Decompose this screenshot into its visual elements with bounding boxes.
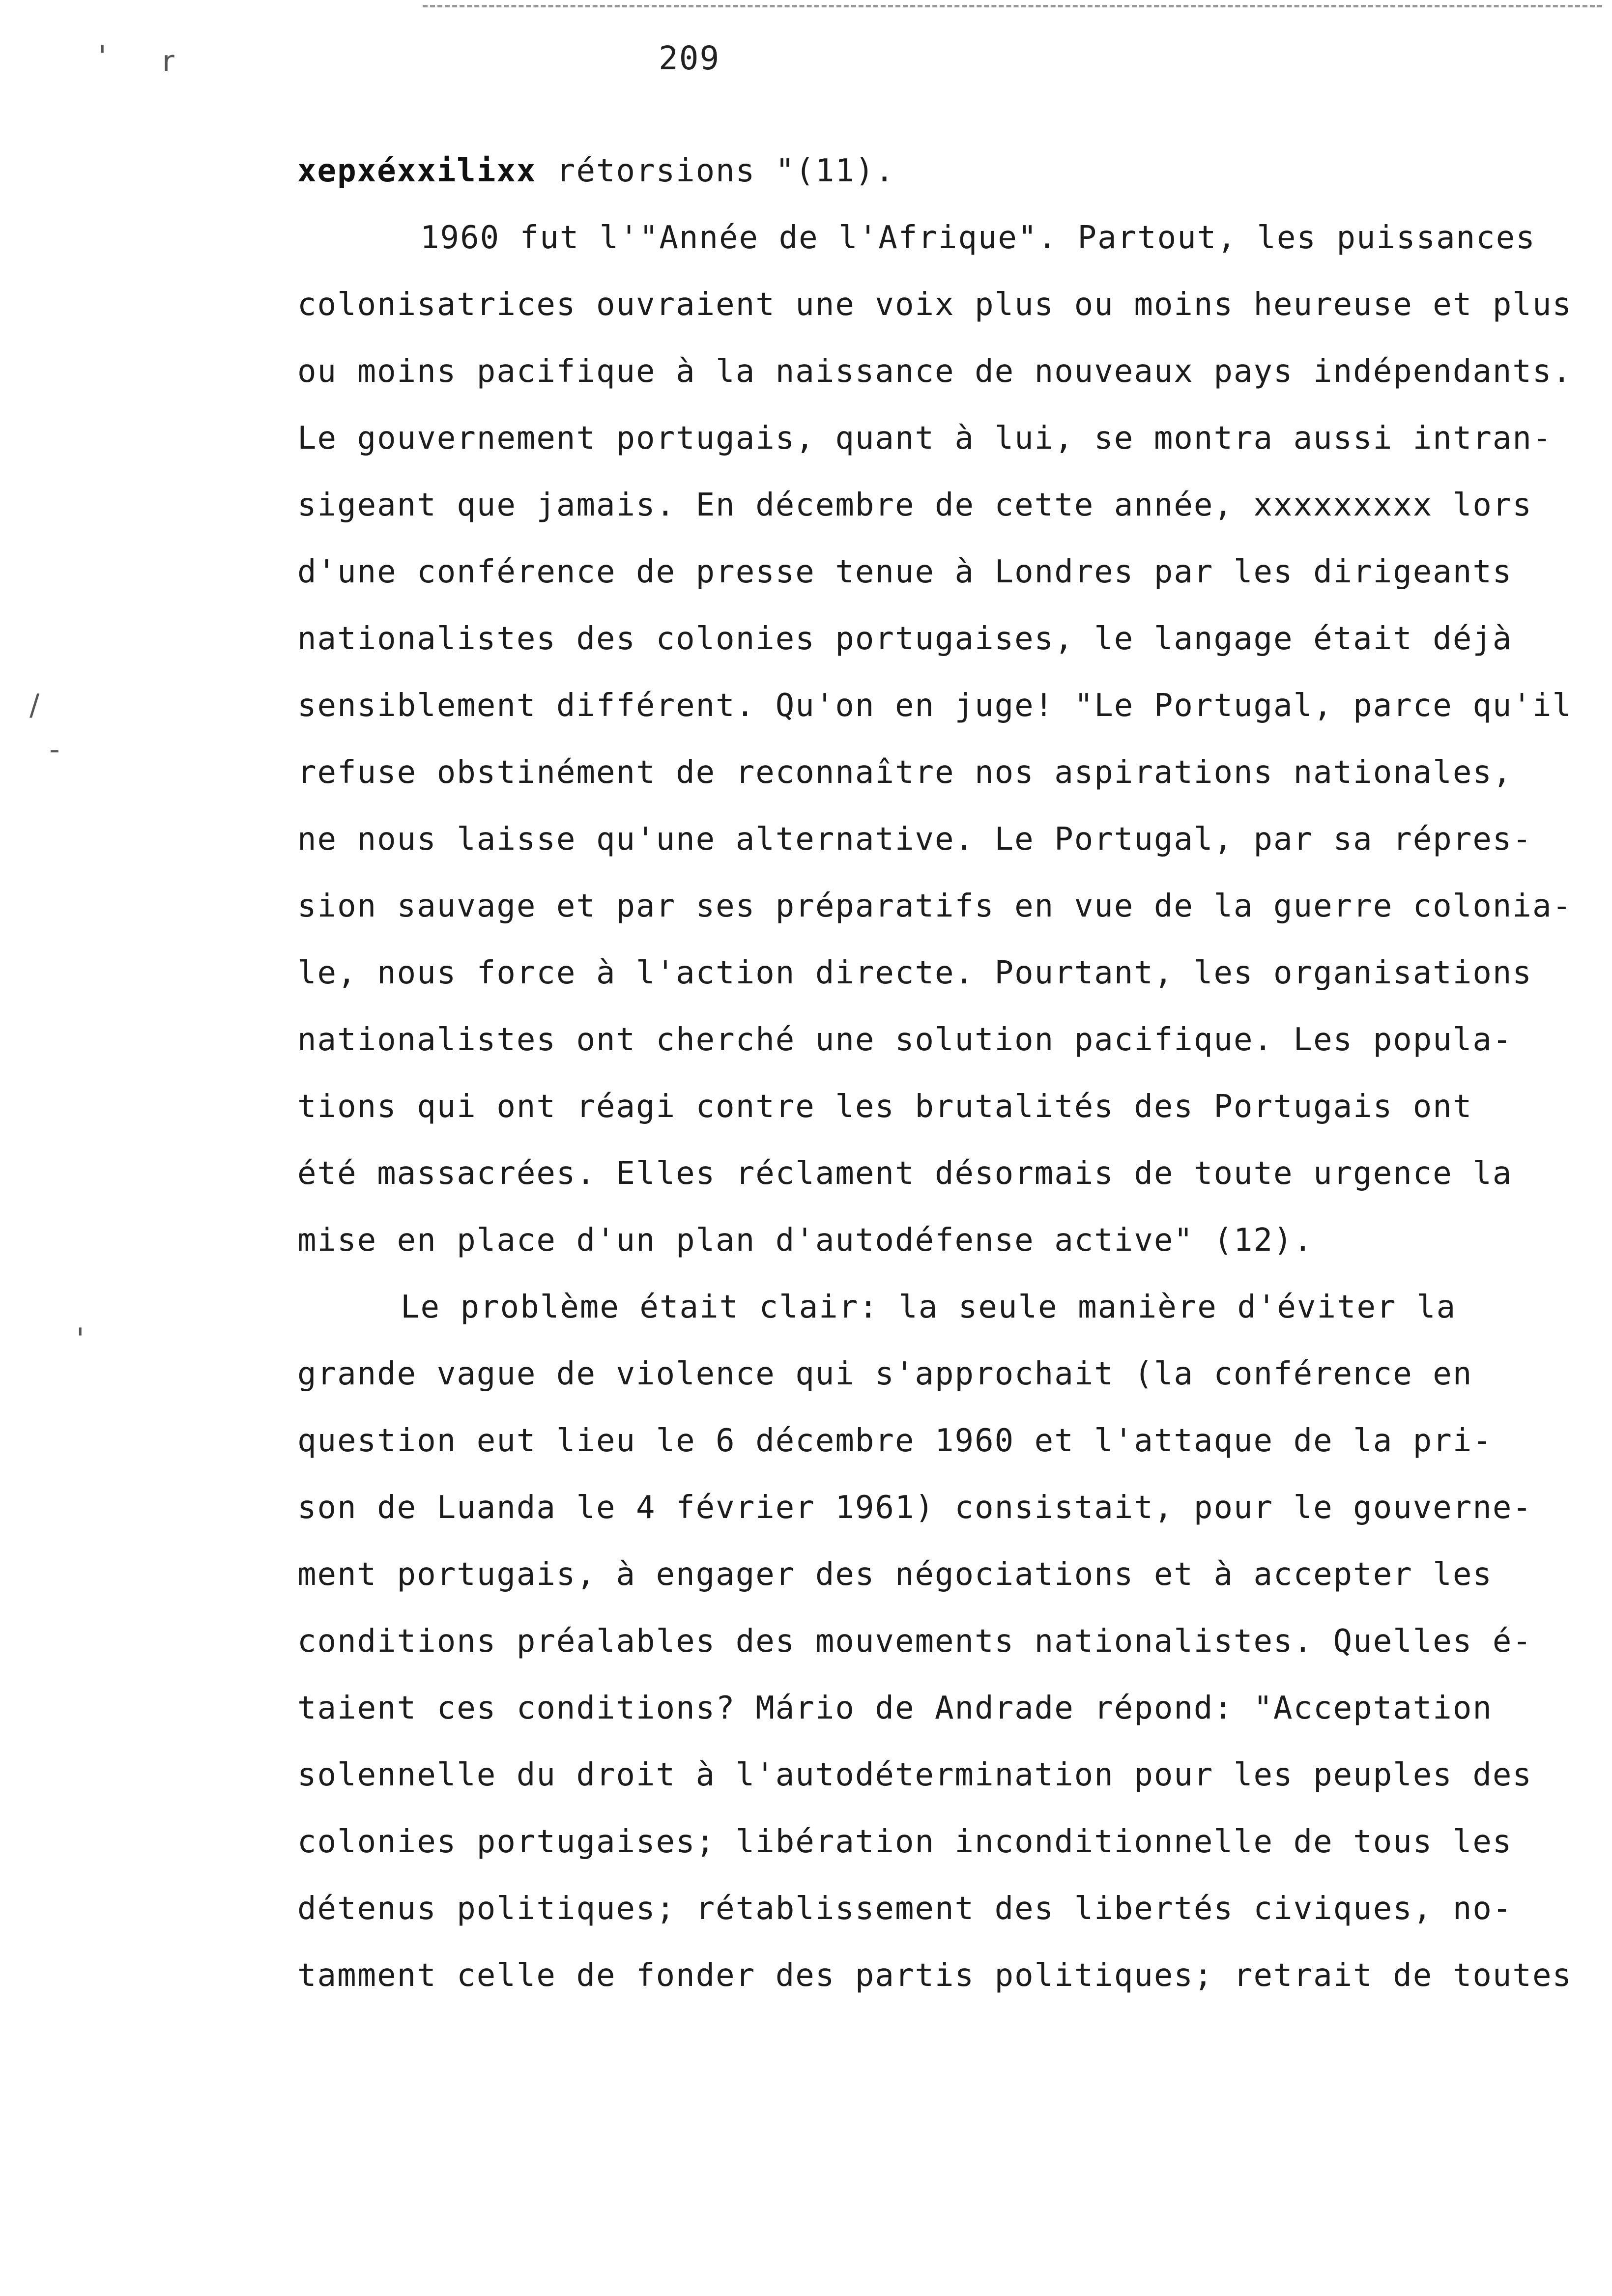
text-line: sensiblement différent. Qu'on en juge! "Le Portugal, parce qu'il bbox=[297, 688, 1572, 724]
text-line: conditions préalables des mouvements nationalistes. Quelles é- bbox=[297, 1623, 1532, 1660]
page-number: 209 bbox=[659, 39, 720, 77]
text-line: tamment celle de fonder des partis politiques; retrait de toutes bbox=[297, 1957, 1572, 1994]
struck-through-word: xepxéxxilixx bbox=[297, 153, 537, 189]
text-line: refuse obstinément de reconnaître nos aspirations nationales, bbox=[297, 754, 1513, 791]
text-line: solennelle du droit à l'autodétermination pour les peuples des bbox=[297, 1757, 1532, 1793]
text-line: nationalistes ont cherché une solution pacifique. Les popula- bbox=[297, 1022, 1513, 1058]
margin-mark: ' bbox=[76, 1322, 85, 1356]
text-line: 1960 fut l'"Année de l'Afrique". Partout, les puissances bbox=[420, 220, 1536, 256]
text-line: colonisatrices ouvraient une voix plus ou moins heureuse et plus bbox=[297, 287, 1572, 323]
line-text: rétorsions "(11). bbox=[536, 153, 895, 189]
text-line: question eut lieu le 6 décembre 1960 et l'attaque de la pri- bbox=[297, 1423, 1493, 1459]
body-text bbox=[297, 138, 1605, 2009]
text-line: d'une conférence de presse tenue à Londres par les dirigeants bbox=[297, 554, 1513, 590]
margin-mark: ' bbox=[98, 39, 107, 74]
text-line: taient ces conditions? Mário de Andrade répond: "Acceptation bbox=[297, 1690, 1493, 1726]
text-line: mise en place d'un plan d'autodéfense active" (12). bbox=[297, 1222, 1314, 1259]
text-line: Le gouvernement portugais, quant à lui, se montra aussi intran- bbox=[297, 420, 1553, 457]
margin-mark: r bbox=[162, 44, 174, 79]
text-line: détenus politiques; rétablissement des libertés civiques, no- bbox=[297, 1891, 1513, 1927]
text-line: grande vague de violence qui s'approchait (la conférence en bbox=[297, 1356, 1473, 1392]
margin-mark: - bbox=[49, 732, 60, 767]
text-line: ne nous laisse qu'une alternative. Le Portugal, par sa répres- bbox=[297, 821, 1532, 858]
top-rule bbox=[423, 5, 1602, 7]
text-line: colonies portugaises; libération inconditionnelle de tous les bbox=[297, 1824, 1513, 1860]
text-line: son de Luanda le 4 février 1961) consistait, pour le gouverne- bbox=[297, 1490, 1532, 1526]
margin-mark: / bbox=[29, 688, 40, 722]
text-line: Le problème était clair: la seule manière d'éviter la bbox=[401, 1289, 1457, 1325]
text-line: tions qui ont réagi contre les brutalités des Portugais ont bbox=[297, 1089, 1473, 1125]
text-line: été massacrées. Elles réclament désormais de toute urgence la bbox=[297, 1155, 1513, 1192]
text-line: sigeant que jamais. En décembre de cette année, xxxxxxxxx lors bbox=[297, 487, 1532, 523]
text-line: le, nous force à l'action directe. Pourtant, les organisations bbox=[297, 955, 1532, 991]
text-line bbox=[297, 138, 1605, 204]
text-line: ment portugais, à engager des négociations et à accepter les bbox=[297, 1556, 1493, 1593]
text-line: nationalistes des colonies portugaises, le langage était déjà bbox=[297, 621, 1513, 657]
text-line: ou moins pacifique à la naissance de nouveaux pays indépendants. bbox=[297, 353, 1572, 390]
text-line: sion sauvage et par ses préparatifs en vue de la guerre colonia- bbox=[297, 888, 1572, 924]
